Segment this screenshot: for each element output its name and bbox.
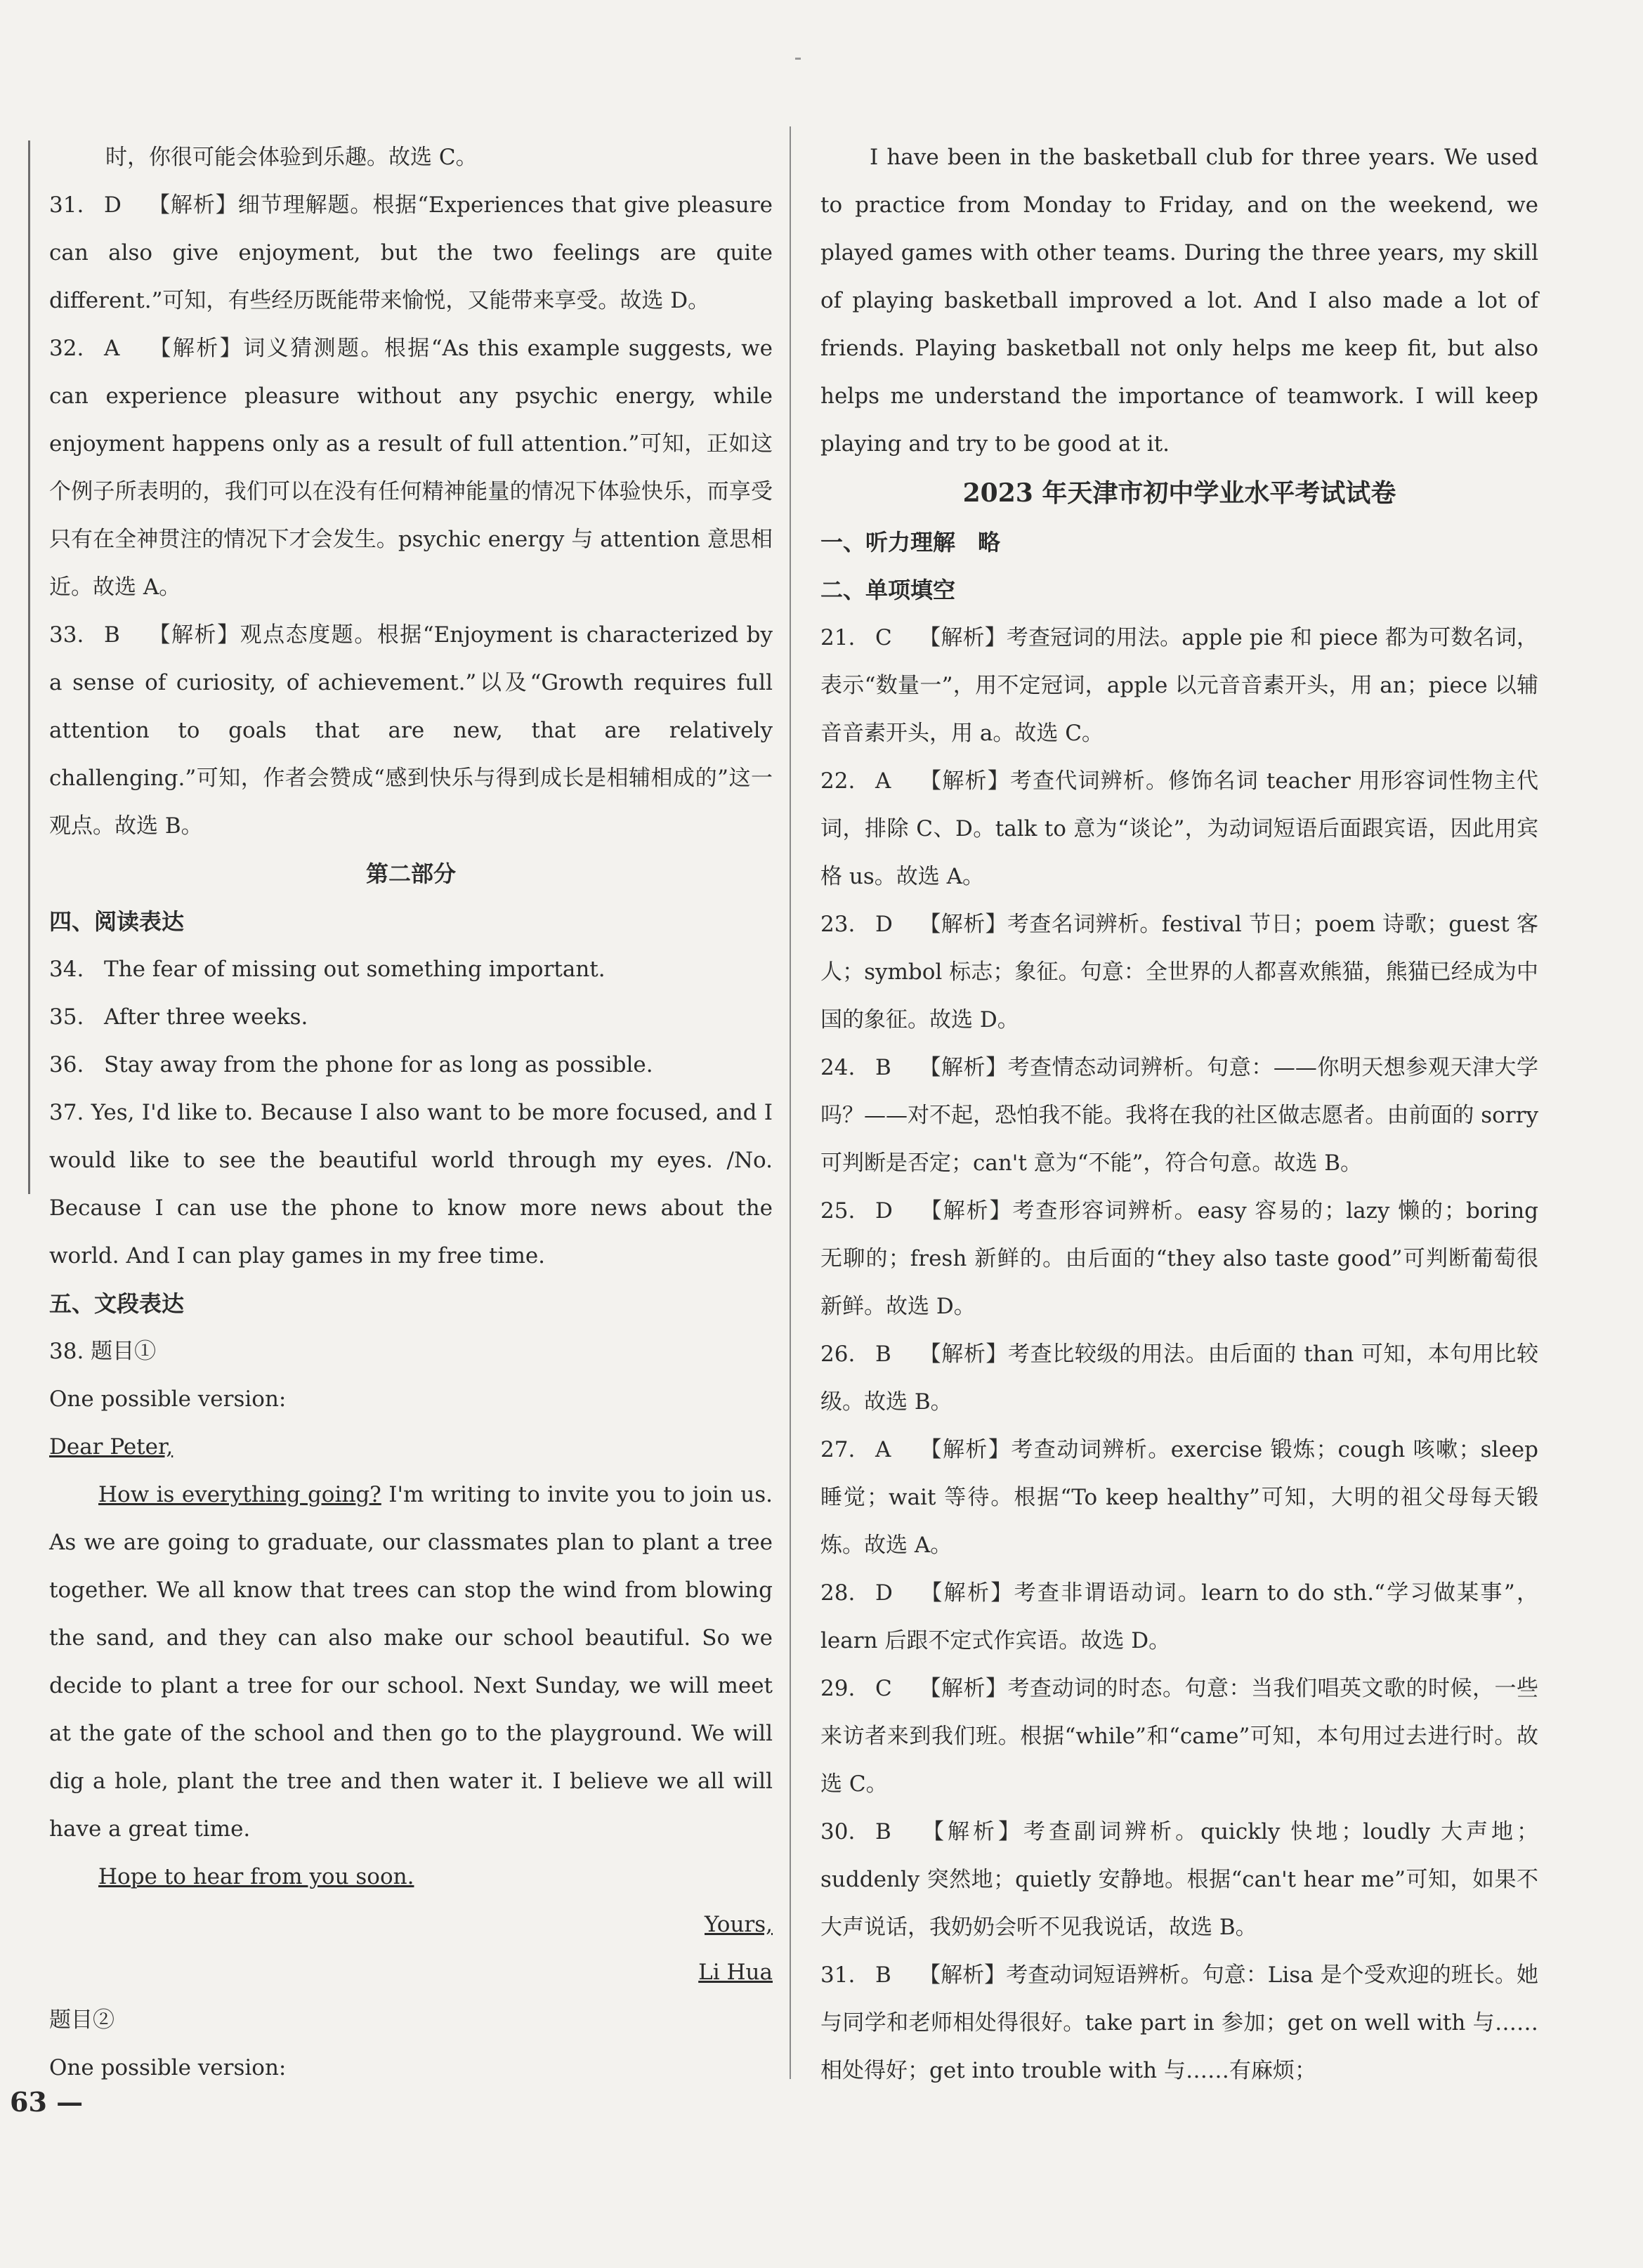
version-label-2: One possible version:: [49, 2055, 287, 2080]
question-number: 26.: [820, 1342, 856, 1367]
answer-31: [49, 181, 773, 325]
answer-36: [49, 1041, 773, 1089]
answer-33: [49, 611, 773, 850]
explanation: 【解析】词义猜测题。根据“As this example suggests, we can experience pleasure without any psychic energy, while enjoyment happens only as a result of full attention.”可知，正如这个例子所表明的，我们可以在没有任何精神能量的情况下体验快乐，而享受只有在全神贯注的情况下才会发生。psychic energy 与 attention 意思相近。故选 A。: [49, 336, 773, 600]
answer-29: [820, 1665, 1538, 1808]
question-number: 34.: [49, 957, 84, 982]
version-label: One possible version:: [49, 1387, 287, 1412]
answer-letter: C: [875, 1676, 892, 1701]
answer-31-right: [820, 1951, 1538, 2095]
letter-opening: How is everything going?: [98, 1482, 381, 1507]
question-number: 21.: [820, 625, 856, 650]
question-number: 23.: [820, 912, 856, 937]
letter-sign-off: [49, 1901, 773, 1948]
answer-25: [820, 1187, 1538, 1330]
answer-text: Stay away from the phone for as long as possible.: [104, 1052, 653, 1077]
section-4-heading: 四、阅读表达: [49, 908, 185, 935]
question-number: 31.: [49, 192, 84, 218]
question-number: 32.: [49, 336, 84, 361]
question-number: 27.: [820, 1437, 856, 1462]
question-number: 30.: [820, 1819, 856, 1844]
section-5-heading: 五、文段表达: [49, 1290, 185, 1317]
letter-body: [49, 1471, 773, 1853]
section-2-heading: 二、单项填空: [820, 577, 956, 603]
explanation: 【解析】考查动词短语辨析。句意：Lisa 是个受欢迎的班长。她与同学和老师相处得很好。take part in 参加；get on well with 与……相处得好；get into trouble with 与……有麻烦；: [820, 1962, 1538, 2083]
answer-letter: D: [875, 912, 893, 937]
question-number: 22.: [820, 768, 856, 794]
answer-35: [49, 993, 773, 1041]
binding-line: [28, 140, 30, 1194]
answer-22: [820, 757, 1538, 900]
part-two-heading: 第二部分: [365, 860, 456, 887]
question-number: 28.: [820, 1580, 856, 1606]
explanation: 【解析】考查代词辨析。修饰名词 teacher 用形容词性物主代词，排除 C、D。talk to 意为“谈论”，为动词短语后面跟宾语，因此用宾格 us。故选 A。: [820, 768, 1538, 889]
answer-letter: D: [875, 1198, 893, 1224]
answer-32: [49, 325, 773, 611]
question-number: 29.: [820, 1676, 856, 1701]
letter-text: I'm writing to invite you to join us. As we are going to graduate, our classmates plan to plant a tree together. We all know that trees can stop the wind from blowing the sand, and they can also make our school beautiful. So we decide to plant a tree for our school. Next Sunday, we will meet at the gate of the school and then go to the playground. We will dig a hole, plant the tree and then water it. I believe we all will have a great time.: [49, 1482, 773, 1842]
answer-letter: B: [875, 1819, 891, 1844]
exam-title: 2023 年天津市初中学业水平考试试卷: [962, 478, 1396, 508]
question-number: 33.: [49, 622, 84, 648]
letter-salutation: Dear Peter,: [49, 1434, 174, 1460]
left-column: [49, 133, 773, 2092]
explanation: 【解析】考查情态动词辨析。句意：——你明天想参观天津大学吗？——对不起，恐怕我不能。我将在我的社区做志愿者。由前面的 sorry 可判断是否定；can't 意为“不能”，符合句意。故选 B。: [820, 1055, 1538, 1176]
explanation: 【解析】考查比较级的用法。由后面的 than 可知，本句用比较级。故选 B。: [820, 1342, 1538, 1415]
question-number: 36.: [49, 1052, 84, 1077]
answer-text: After three weeks.: [104, 1004, 308, 1030]
answer-24: [820, 1044, 1538, 1187]
answer-30-continuation: 时，你很可能会体验到乐趣。故选 C。: [105, 145, 478, 170]
answer-30: [820, 1808, 1538, 1951]
answer-letter: B: [875, 1962, 891, 1988]
answer-21: [820, 614, 1538, 757]
answer-letter: B: [875, 1342, 891, 1367]
answer-letter: B: [104, 622, 120, 648]
answer-34: [49, 945, 773, 993]
answer-letter: B: [875, 1055, 891, 1080]
explanation: 【解析】考查副词辨析。quickly 快地；loudly 大声地；suddenly 突然地；quietly 安静地。根据“can't hear me”可知，如果不大声说话，我奶奶会听不见我说话，故选 B。: [820, 1819, 1538, 1940]
answer-letter: A: [875, 768, 891, 794]
answer-28: [820, 1569, 1538, 1665]
sign-off-text: Yours,: [705, 1912, 773, 1937]
section-1-heading: 一、听力理解 略: [820, 529, 1001, 556]
answer-letter: D: [875, 1580, 893, 1606]
question-number: 25.: [820, 1198, 856, 1224]
signature-text: Li Hua: [698, 1960, 773, 1985]
explanation: 【解析】细节理解题。根据“Experiences that give pleasure can also give enjoyment, but the two feelings are quite different.”可知，有些经历既能带来愉悦，又能带来享受。故选 D。: [49, 192, 773, 313]
answer-text: The fear of missing out something important.: [104, 957, 606, 982]
answer-27: [820, 1426, 1538, 1569]
right-column: [820, 133, 1538, 2095]
explanation: 【解析】观点态度题。根据“Enjoyment is characterized by a sense of curiosity, of achievement.”以及“Growth requires full attention to goals that are new, that are relatively challenging.”可知，作者会赞成“感到快乐与得到成长是相辅相成的”这一观点。故选 B。: [49, 622, 773, 839]
column-divider: [790, 126, 791, 2079]
letter-closing: [49, 1853, 773, 1901]
explanation: 【解析】考查动词的时态。句意：当我们唱英文歌的时候，一些来访者来到我们班。根据“while”和“came”可知，本句用过去进行时。故选 C。: [820, 1676, 1538, 1797]
explanation: 【解析】考查冠词的用法。apple pie 和 piece 都为可数名词，表示“数量一”，用不定冠词，apple 以元音音素开头，用 an；piece 以辅音音素开头，用 a。故选 C。: [820, 625, 1538, 746]
explanation: 【解析】考查名词辨析。festival 节日；poem 诗歌；guest 客人；symbol 标志；象征。句意：全世界的人都喜欢熊猫，熊猫已经成为中国的象征。故选 D。: [820, 912, 1538, 1033]
answer-letter: C: [875, 625, 892, 650]
answer-letter: A: [875, 1437, 891, 1462]
answer-37: 37. Yes, I'd like to. Because I also want to be more focused, and I would like to see the beautiful world through my eyes. /No. Because I can use the phone to know more news about the world. And I can play games in my free time.: [49, 1100, 773, 1269]
question-number: 35.: [49, 1004, 84, 1030]
answer-letter: D: [104, 192, 122, 218]
explanation: 【解析】考查非谓语动词。learn to do sth.“学习做某事”，learn 后跟不定式作宾语。故选 D。: [820, 1580, 1538, 1653]
answer-26: [820, 1330, 1538, 1426]
essay-version-2: I have been in the basketball club for three years. We used to practice from Monday to Friday, and on the weekend, we played games with other teams. During the three years, my skill of playing basketball improved a lot. And I also made a lot of friends. Playing basketball not only helps me keep fit, but also helps me understand the importance of teamwork. I will keep playing and try to be good at it.: [820, 145, 1538, 457]
topic-2-label: 题目②: [49, 2007, 114, 2033]
page-number: 63 —: [10, 2086, 84, 2118]
question-number: 24.: [820, 1055, 856, 1080]
topic-1-label: 38. 题目①: [49, 1339, 157, 1364]
answer-letter: A: [104, 336, 120, 361]
letter-signature: [49, 1948, 773, 1996]
closing-line: Hope to hear from you soon.: [98, 1864, 414, 1889]
answer-23: [820, 900, 1538, 1044]
top-mark: [795, 58, 801, 60]
explanation: 【解析】考查动词辨析。exercise 锻炼；cough 咳嗽；sleep 睡觉；wait 等待。根据“To keep healthy”可知，大明的祖父母每天锻炼。故选 A。: [820, 1437, 1538, 1558]
question-number: 31.: [820, 1962, 856, 1988]
explanation: 【解析】考查形容词辨析。easy 容易的；lazy 懒的；boring 无聊的；fresh 新鲜的。由后面的“they also taste good”可判断葡萄很新鲜。故选 D。: [820, 1198, 1538, 1319]
